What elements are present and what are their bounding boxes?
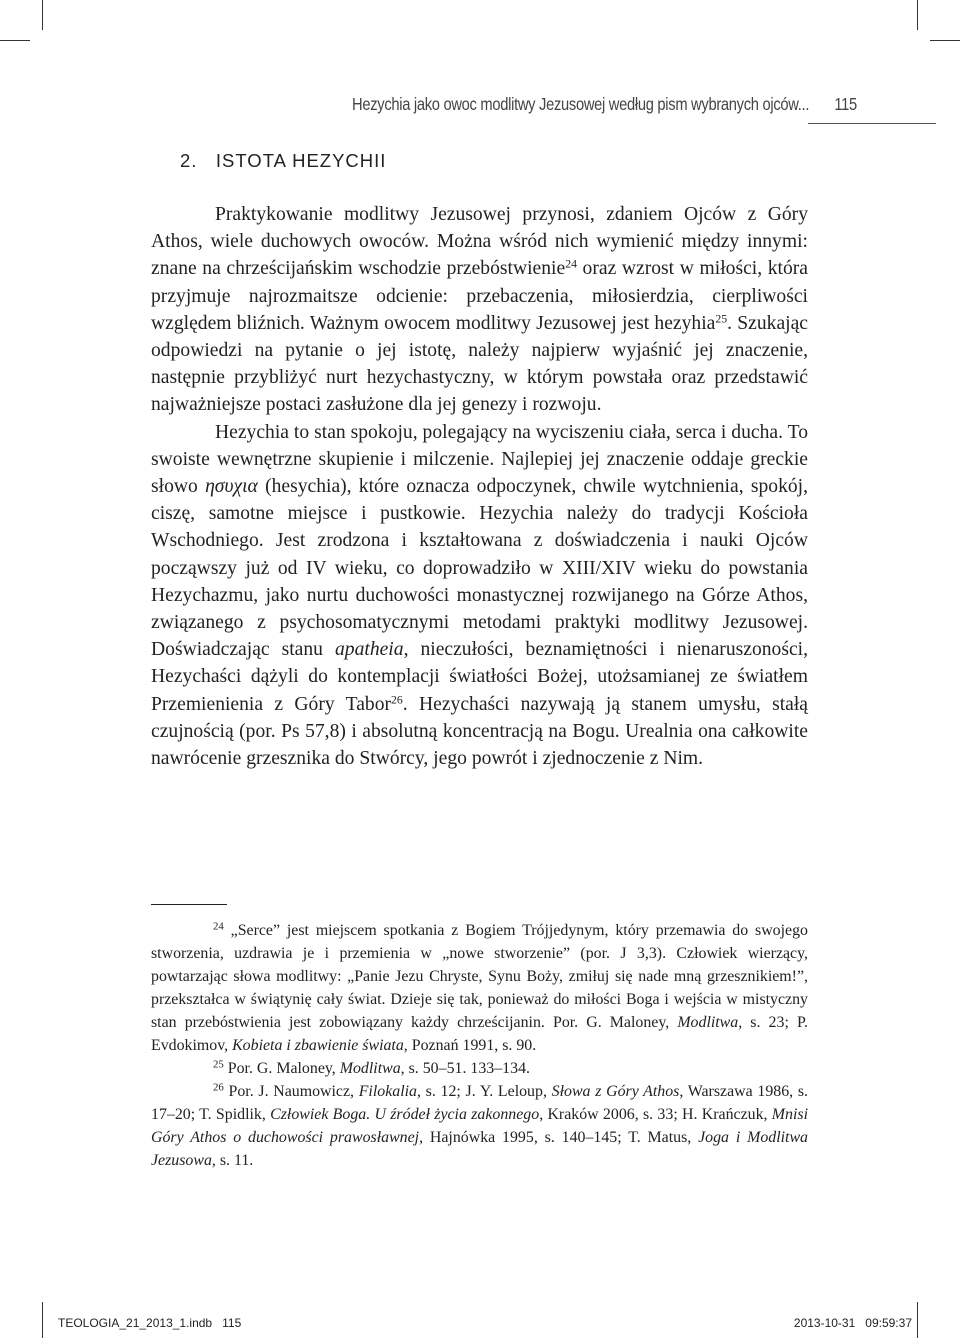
running-head [352, 94, 857, 124]
paragraph-1-text-b: oraz wzrost w miłości, która przyjmuje najrozmaitsze odcienie: przebaczenia, miłosierdzia, cierpliwości względem bliźnich. Ważnym owocem modlitwy Jezusowej jest hezyhia [151, 258, 808, 334]
footnote-25 [151, 1057, 808, 1080]
footnote-text: , s. 50–51. 133–134. [400, 1060, 530, 1077]
footnote-title: Modlitwa [677, 1014, 739, 1031]
footnote-text: Por. G. Maloney, [223, 1060, 340, 1077]
footnotes [151, 919, 808, 1172]
footnote-title: Mnisi Góry Athos o duchowości prawosławnej [151, 1106, 808, 1146]
footnote-title: Modlitwa [339, 1060, 401, 1077]
footnote-text: , s. 12; J. Y. Leloup, [416, 1083, 552, 1100]
apatheia-term: apatheia [334, 639, 404, 661]
paragraph-2-text-a: Hezychia to stan spokoju, polegający na wyciszeniu ciała, serca i ducha. To swoiste wewnętrzne skupienie i milczenie. Najlepiej jej znaczenie oddaje greckie słowo [151, 421, 808, 498]
section-number: 2. [180, 150, 198, 171]
footnote-title: Słowa z Góry Athos [551, 1083, 680, 1100]
footnote-text: , Poznań 1991, s. 90. [403, 1037, 537, 1054]
running-head-rule [808, 123, 936, 124]
section-heading [180, 150, 386, 172]
footnote-separator [151, 904, 227, 905]
crop-mark-bottom-right [917, 1302, 918, 1338]
footnote-ref-24[interactable]: 24 [565, 257, 577, 271]
footnote-number: 26 [213, 1081, 224, 1094]
footnote-text: , Kraków 2006, s. 33; H. Krańczuk, [539, 1106, 772, 1123]
paragraph-2-text-b: (hesychia), które oznacza odpoczynek, chwile wytchnienia, spokój, ciszę, samotne miejsce i pustkowie. Hezychia należy do tradycji Kościoła Wschodniego. Jest zrodzona i kształtowana z doświadczenia i nauki Ojców począwszy już od IV wieku, co doprowadziło w XIII/XIV wieku do powstania Hezychazmu, jako nurtu duchowości monastycznej rozwijanego na Górze Athos, związanego z psychosomatycznymi metodami praktyki modlitwy Jezusowej. Doświadczając stanu [151, 476, 809, 661]
slug-filename: TEOLOGIA_21_2013_1.indb 115 [58, 1316, 242, 1330]
paragraph-2-text-c: , nieczułości, beznamiętności i nienaruszoności, Hezychaści dążyli do kontemplacji światłości Bożej, utożsamianej ze światłem Przemienienia z Góry Tabor [151, 639, 808, 715]
crop-mark-top-right-horizontal [930, 40, 960, 41]
slug-timestamp: 2013-10-31 09:59:37 [793, 1316, 912, 1330]
footnote-text: Por. J. Naumowicz, [223, 1083, 359, 1100]
footnote-ref-25[interactable]: 25 [715, 312, 728, 326]
paragraph-1-text-a: Praktykowanie modlitwy Jezusowej przynosi, zdaniem Ojców z Góry Athos, wiele duchowych owoców. Można wśród nich wymienić między innymi: znane na chrześcijańskim wschodzie przebóstwienie [151, 204, 808, 280]
footnote-26 [151, 1080, 808, 1172]
section-title: ISTOTA HEZYCHII [215, 150, 387, 171]
running-head-title: Hezychia jako owoc modlitwy Jezusowej według pism wybranych ojców... [352, 94, 810, 114]
footnote-title: Filokalia [358, 1083, 417, 1100]
footnote-title: Kobieta i zbawienie świata [232, 1037, 404, 1054]
footnote-text: „Serce” jest miejscem spotkania z Bogiem Trójjedynym, który przemawia do swojego stworzenia, uzdrawia je i przemienia w „nowe stworzenie” (por. J 3,3). Człowiek wierzący, powtarzając słowa modlitwy: „Panie Jezu Chryste, Synu Boży, zmiłuj się nade mną grzesznikiem!”, przekształca w świątynię cały świat. Dzieje się tak, ponieważ do miłości Boga i wejścia w mistyczny stan przebóstwienia jest zobowiązany każdy chrześcijanin. Por. G. Maloney, [151, 922, 808, 1031]
crop-mark-bottom-left [42, 1302, 43, 1338]
footnote-text: , s. 23; P. Evdokimov, [151, 1014, 808, 1054]
body-text [151, 201, 808, 772]
crop-mark-top-right [917, 0, 918, 30]
footnote-24 [151, 919, 808, 1057]
crop-mark-top-left-horizontal [0, 40, 30, 41]
page-number: 115 [834, 94, 857, 114]
footnote-title: Joga i Modlitwa Jezusowa [151, 1129, 808, 1169]
footnote-text: , s. 11. [211, 1152, 254, 1169]
footnote-title: Człowiek Boga. U źródeł życia zakonnego [270, 1106, 540, 1123]
footnote-number: 25 [213, 1058, 224, 1071]
footnote-ref-26[interactable]: 26 [391, 693, 403, 707]
paragraph-2-text-d: . Hezychaści nazywają ją stanem umysłu, stałą czujnością (por. Ps 57,8) i absolutną koncentracją na Bogu. Urealnia ona całkowite nawrócenie grzesznika do Stwórcy, jego powrót i zjednoczenie z Nim. [151, 693, 808, 770]
greek-word: ησυχια [205, 476, 258, 498]
crop-mark-top-left [42, 0, 43, 30]
paragraph-2 [151, 419, 808, 773]
paragraph-1-text-c: . Szukając odpowiedzi na pytanie o jej istotę, należy najpierw wyjaśnić jej znaczenie, następnie przybliżyć nurt hezychastyczny, w którym powstała oraz przedstawić najważniejsze postaci zasłużone dla jej genezy i rozwoju. [151, 312, 808, 416]
footnote-text: , Hajnówka 1995, s. 140–145; T. Matus, [419, 1129, 699, 1146]
footnote-number: 24 [213, 920, 224, 933]
footnote-text: , Warszawa 1986, s. 17–20; T. Spidlik, [151, 1083, 808, 1123]
paragraph-1 [151, 201, 808, 419]
